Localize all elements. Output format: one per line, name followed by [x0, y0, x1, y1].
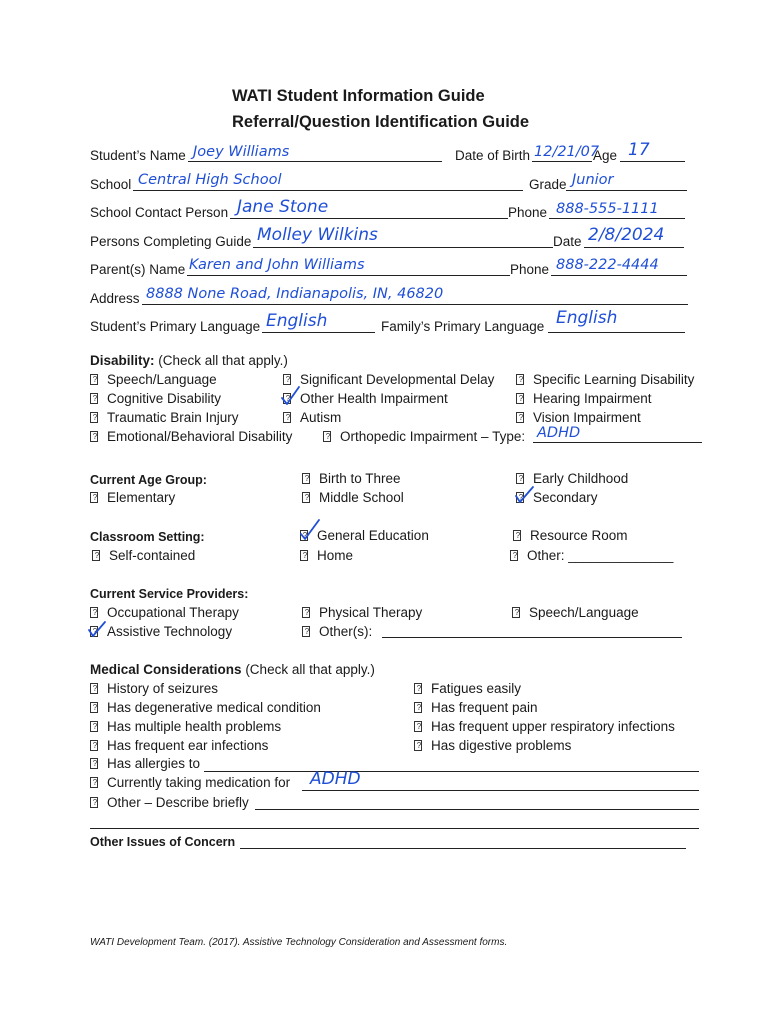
- provider-option[interactable]: [512, 605, 639, 621]
- checkbox-glyph: ?: [416, 684, 422, 693]
- checkbox[interactable]: [90, 683, 98, 694]
- checkbox-glyph: ?: [518, 413, 524, 422]
- school-label: School: [90, 177, 132, 192]
- provider-option[interactable]: [90, 605, 239, 621]
- classroom-option[interactable]: [300, 528, 429, 544]
- checkbox-glyph: ?: [92, 432, 98, 441]
- checkbox-glyph: ?: [416, 722, 422, 731]
- option-label: Speech/Language: [107, 372, 217, 387]
- dob-value[interactable]: 12/21/07: [534, 144, 600, 160]
- option-label: Hearing Impairment: [533, 391, 652, 406]
- checkbox[interactable]: [90, 431, 98, 442]
- completing-line: [253, 247, 553, 248]
- checkbox-glyph: ?: [518, 474, 524, 483]
- other-issues-label: Other Issues of Concern: [90, 835, 236, 849]
- student-lang-value[interactable]: English: [266, 311, 328, 331]
- option-label: Birth to Three: [319, 471, 401, 486]
- checkbox-glyph: ?: [92, 798, 98, 807]
- contact-value[interactable]: Jane Stone: [237, 197, 329, 217]
- parents-label: Parent(s) Name: [90, 262, 186, 277]
- checkbox[interactable]: [516, 412, 524, 423]
- disability-option[interactable]: [283, 391, 448, 407]
- contact-label: School Contact Person: [90, 205, 229, 220]
- phone1-value[interactable]: 888-555-1111: [556, 201, 659, 217]
- family-lang-label: Family’s Primary Language: [381, 319, 545, 334]
- checkbox-glyph: ?: [304, 474, 310, 483]
- disability-heading: [90, 353, 288, 369]
- disability-option[interactable]: [90, 410, 239, 426]
- handwritten-check-icon: [297, 519, 321, 541]
- option-label: Has multiple health problems: [107, 719, 282, 734]
- medical-option[interactable]: [90, 719, 281, 735]
- checkbox-glyph: ?: [92, 627, 98, 636]
- phone2-label: Phone: [510, 262, 550, 277]
- handwritten-check-icon: [279, 385, 303, 407]
- disability-heading-text: Disability:: [90, 353, 155, 368]
- medical-option[interactable]: [90, 700, 321, 716]
- option-label: Middle School: [319, 490, 404, 505]
- age-group-option[interactable]: [302, 490, 404, 506]
- disability-option[interactable]: [516, 410, 641, 426]
- checkbox[interactable]: [90, 740, 98, 751]
- checkbox-glyph: ?: [92, 608, 98, 617]
- disability-option[interactable]: [90, 429, 292, 445]
- option-label: Physical Therapy: [319, 605, 423, 620]
- checkbox[interactable]: [90, 393, 98, 404]
- disability-option[interactable]: [90, 391, 221, 407]
- checkbox-glyph: ?: [285, 375, 291, 384]
- checkbox-glyph: ?: [416, 703, 422, 712]
- checkbox[interactable]: [283, 374, 291, 385]
- option-label: Speech/Language: [529, 605, 639, 620]
- parents-line: [187, 275, 510, 276]
- checkbox[interactable]: [302, 492, 310, 503]
- option-label: Other Health Impairment: [300, 391, 448, 406]
- option-label: Emotional/Behavioral Disability: [107, 429, 293, 444]
- checkbox-checked[interactable]: [90, 626, 98, 637]
- option-label: Other(s):: [319, 624, 373, 639]
- checkbox-glyph: ?: [518, 493, 524, 502]
- handwritten-check-icon: [512, 484, 536, 506]
- family-lang-value[interactable]: English: [556, 308, 618, 328]
- grade-value[interactable]: Junior: [572, 172, 614, 188]
- medical-heading: [90, 662, 375, 678]
- checkbox[interactable]: [512, 607, 520, 618]
- option-label: Traumatic Brain Injury: [107, 410, 239, 425]
- checkbox-glyph: ?: [92, 741, 98, 750]
- age-line: [620, 161, 685, 162]
- student-lang-line: [262, 332, 375, 333]
- disability-option[interactable]: [283, 372, 494, 388]
- checkbox-checked[interactable]: [516, 492, 524, 503]
- provider-option[interactable]: [90, 624, 232, 640]
- checkbox-glyph: ?: [92, 722, 98, 731]
- checkbox[interactable]: [414, 740, 422, 751]
- disability-option[interactable]: [323, 429, 525, 445]
- checkbox[interactable]: [90, 607, 98, 618]
- medical-option[interactable]: [90, 756, 200, 772]
- disability-option[interactable]: [516, 391, 652, 407]
- phone2-line: [551, 275, 687, 276]
- checkbox[interactable]: [90, 721, 98, 732]
- checkbox-glyph: ?: [92, 759, 98, 768]
- medical-option[interactable]: [90, 795, 249, 811]
- checkbox-glyph: ?: [285, 413, 291, 422]
- checkbox-glyph: ?: [304, 627, 310, 636]
- medication-value[interactable]: ADHD: [310, 769, 361, 789]
- classroom-option[interactable]: [92, 548, 195, 564]
- checkbox-glyph: ?: [302, 531, 308, 540]
- checkbox-checked[interactable]: [300, 530, 308, 541]
- checkbox[interactable]: [516, 473, 524, 484]
- option-label: Has frequent pain: [431, 700, 538, 715]
- checkbox-glyph: ?: [514, 608, 520, 617]
- classroom-heading: Classroom Setting:: [90, 530, 205, 544]
- school-line: [133, 190, 523, 191]
- checkbox[interactable]: [414, 702, 422, 713]
- option-label: Has digestive problems: [431, 738, 572, 753]
- checkbox-checked[interactable]: [283, 393, 291, 404]
- medical-option[interactable]: [414, 719, 675, 735]
- checkbox-glyph: ?: [92, 703, 98, 712]
- checkbox-glyph: ?: [92, 375, 98, 384]
- checkbox[interactable]: [300, 550, 308, 561]
- classroom-option[interactable]: [513, 528, 628, 544]
- disability-option[interactable]: [283, 410, 341, 426]
- classroom-option[interactable]: [300, 548, 353, 564]
- medical-option[interactable]: [414, 681, 521, 697]
- checkbox-glyph: ?: [304, 493, 310, 502]
- medical-heading-text: Medical Considerations: [90, 662, 242, 677]
- option-label: Has degenerative medical condition: [107, 700, 321, 715]
- checkbox[interactable]: [414, 721, 422, 732]
- checkbox-glyph: ?: [325, 432, 331, 441]
- grade-label: Grade: [529, 177, 567, 192]
- option-label: Early Childhood: [533, 471, 629, 486]
- checkbox[interactable]: [302, 626, 310, 637]
- checkbox[interactable]: [90, 702, 98, 713]
- phone1-line: [549, 218, 685, 219]
- option-label: Other: ______________: [527, 548, 674, 563]
- provider-option[interactable]: [302, 605, 422, 621]
- date-value[interactable]: 2/8/2024: [588, 225, 665, 245]
- option-label: Orthopedic Impairment – Type:: [340, 429, 526, 444]
- checkbox-glyph: ?: [92, 413, 98, 422]
- other-providers-line: [382, 637, 682, 638]
- age-label: Age: [593, 148, 618, 163]
- option-label: Other – Describe briefly: [107, 795, 249, 810]
- checkbox-glyph: ?: [304, 608, 310, 617]
- option-label: Occupational Therapy: [107, 605, 239, 620]
- checkbox[interactable]: [323, 431, 331, 442]
- medication-line: [302, 790, 699, 791]
- checkbox-glyph: ?: [416, 741, 422, 750]
- option-label: Has frequent upper respiratory infections: [431, 719, 675, 734]
- contact-line: [230, 218, 508, 219]
- checkbox[interactable]: [90, 412, 98, 423]
- checkbox-glyph: ?: [94, 551, 100, 560]
- option-label: General Education: [317, 528, 429, 543]
- checkbox-glyph: ?: [512, 551, 518, 560]
- dob-line: [532, 161, 592, 162]
- age-group-heading: Current Age Group:: [90, 473, 207, 487]
- checkbox[interactable]: [513, 530, 521, 541]
- completing-label: Persons Completing Guide: [90, 234, 252, 249]
- address-line: [142, 304, 688, 305]
- form-subtitle: Referral/Question Identification Guide: [232, 113, 530, 131]
- option-label: Vision Impairment: [533, 410, 641, 425]
- family-lang-line: [548, 332, 685, 333]
- option-label: Home: [317, 548, 354, 563]
- medical-option[interactable]: [90, 681, 218, 697]
- address-label: Address: [90, 291, 140, 306]
- option-label: Has allergies to: [107, 756, 201, 771]
- checkbox-glyph: ?: [518, 375, 524, 384]
- option-label: Significant Developmental Delay: [300, 372, 495, 387]
- checkbox[interactable]: [516, 393, 524, 404]
- other-issues-line[interactable]: [240, 848, 686, 849]
- disability-note: (Check all that apply.): [158, 353, 288, 368]
- parents-value[interactable]: Karen and John Williams: [189, 257, 365, 273]
- option-label: History of seizures: [107, 681, 219, 696]
- impairment-type-value[interactable]: ADHD: [537, 425, 581, 441]
- other-describe-line-2: [90, 828, 699, 829]
- option-label: Currently taking medication for: [107, 775, 291, 790]
- checkbox[interactable]: [414, 683, 422, 694]
- option-label: Cognitive Disability: [107, 391, 222, 406]
- student-name-label: Student’s Name: [90, 148, 186, 163]
- school-value[interactable]: Central High School: [138, 172, 282, 188]
- option-label: Has frequent ear infections: [107, 738, 269, 753]
- disability-option[interactable]: [90, 372, 217, 388]
- checkbox[interactable]: [510, 550, 518, 561]
- allergies-line: [204, 771, 699, 772]
- date-line: [584, 247, 684, 248]
- student-lang-label: Student’s Primary Language: [90, 319, 261, 334]
- option-label: Elementary: [107, 490, 176, 505]
- age-value[interactable]: 17: [628, 140, 650, 160]
- checkbox-glyph: ?: [92, 778, 98, 787]
- phone1-label: Phone: [508, 205, 548, 220]
- checkbox[interactable]: [90, 797, 98, 808]
- checkbox-glyph: ?: [518, 394, 524, 403]
- other-describe-line: [255, 809, 699, 810]
- checkbox[interactable]: [90, 758, 98, 769]
- checkbox[interactable]: [302, 607, 310, 618]
- checkbox[interactable]: [283, 412, 291, 423]
- classroom-option[interactable]: [510, 548, 673, 564]
- option-label: Self-contained: [109, 548, 196, 563]
- medical-option[interactable]: [414, 700, 538, 716]
- impairment-type-line: [533, 442, 702, 443]
- student-name-line: [188, 161, 442, 162]
- option-label: Assistive Technology: [107, 624, 233, 639]
- address-value[interactable]: 8888 None Road, Indianapolis, IN, 46820: [146, 286, 444, 302]
- age-group-option[interactable]: [302, 471, 401, 487]
- option-label: Specific Learning Disability: [533, 372, 695, 387]
- dob-label: Date of Birth: [455, 148, 531, 163]
- option-label: Secondary: [533, 490, 598, 505]
- form-title: WATI Student Information Guide: [232, 87, 485, 105]
- checkbox-glyph: ?: [92, 394, 98, 403]
- student-name-value[interactable]: Joey Williams: [193, 144, 290, 160]
- checkbox[interactable]: [516, 374, 524, 385]
- age-group-option[interactable]: [90, 490, 175, 506]
- option-label: Resource Room: [530, 528, 628, 543]
- checkbox[interactable]: [92, 550, 100, 561]
- medical-option[interactable]: [90, 775, 290, 791]
- medical-option[interactable]: [90, 738, 268, 754]
- checkbox[interactable]: [302, 473, 310, 484]
- option-label: Autism: [300, 410, 342, 425]
- checkbox-glyph: ?: [515, 531, 521, 540]
- handwritten-check-icon: [86, 618, 110, 640]
- provider-option[interactable]: [302, 624, 372, 640]
- option-label: Fatigues easily: [431, 681, 522, 696]
- footer-citation: WATI Development Team. (2017). Assistive Technology Consideration and Assessment forms.: [90, 937, 508, 948]
- medical-option[interactable]: [414, 738, 571, 754]
- date-label: Date: [553, 234, 582, 249]
- grade-line: [566, 190, 687, 191]
- checkbox[interactable]: [90, 777, 98, 788]
- medical-note: (Check all that apply.): [245, 662, 375, 677]
- checkbox[interactable]: [90, 374, 98, 385]
- checkbox-glyph: ?: [285, 394, 291, 403]
- phone2-value[interactable]: 888-222-4444: [556, 257, 659, 273]
- checkbox[interactable]: [90, 492, 98, 503]
- completing-value[interactable]: Molley Wilkins: [257, 225, 378, 245]
- checkbox-glyph: ?: [92, 684, 98, 693]
- providers-heading: Current Service Providers:: [90, 587, 249, 601]
- checkbox-glyph: ?: [92, 493, 98, 502]
- age-group-option[interactable]: [516, 490, 598, 506]
- checkbox-glyph: ?: [302, 551, 308, 560]
- disability-option[interactable]: [516, 372, 694, 388]
